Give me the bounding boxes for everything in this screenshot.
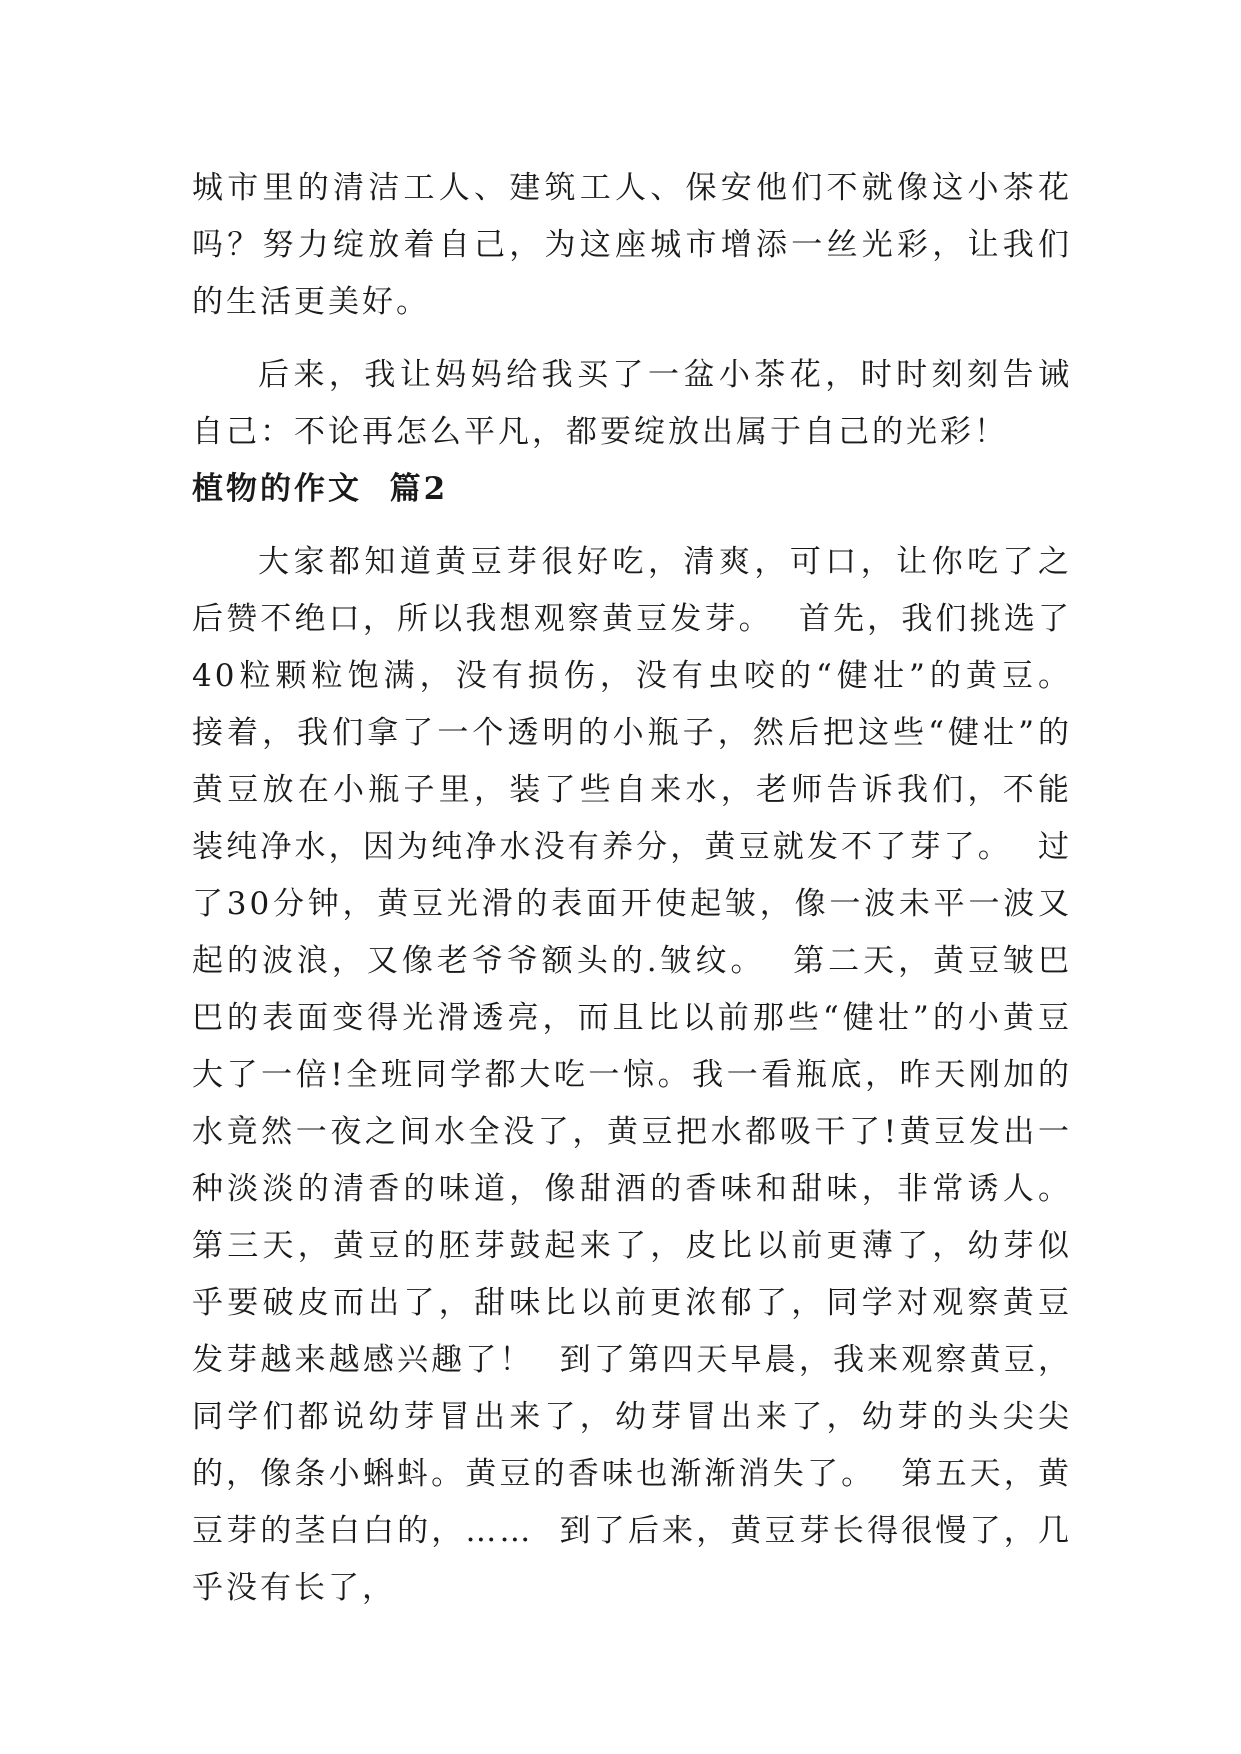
paragraph-workers: 城市里的清洁工人、建筑工人、保安他们不就像这小茶花吗？努力绽放着自己，为这座城市增添一丝光彩，让我们的生活更美好。 xyxy=(192,170,1072,320)
section-heading: 植物的作文 篇2 xyxy=(192,471,449,507)
paragraph-camellia: 后来，我让妈妈给我买了一盆小茶花，时时刻刻告诫自己：不论再怎么平凡，都要绽放出属于自己的光彩！ xyxy=(192,357,1072,450)
paragraph-soybean: 大家都知道黄豆芽很好吃，清爽，可口，让你吃了之后赞不绝口，所以我想观察黄豆发芽。 首先，我们挑选了40粒颗粒饱满，没有损伤，没有虫咬的“健壮”的黄豆。 接着，我们拿了一个透明的小瓶子，然后把这些“健壮”的黄豆放在小瓶子里，装了些自来水，老师告诉我们，不能装纯净水，因为纯净水没有养分，黄豆就发不了芽了。 过了30分钟，黄豆光滑的表面开使起皱，像一波未平一波又起的波浪，又像老爷爷额头的.皱纹。 第二天，黄豆皱巴巴的表面变得光滑透亮，而且比以前那些“健壮”的小黄豆大了一倍!全班同学都大吃一惊。我一看瓶底，昨天刚加的水竟然一夜之间水全没了，黄豆把水都吸干了!黄豆发出一种淡淡的清香的味道，像甜酒的香味和甜味，非常诱人。 第三天，黄豆的胚芽鼓起来了，皮比以前更薄了，幼芽似乎要破皮而出了，甜味比以前更浓郁了，同学对观察黄豆发芽越来越感兴趣了！ 到了第四天早晨，我来观察黄豆，同学们都说幼芽冒出来了，幼芽冒出来了，幼芽的头尖尖的，像条小蝌蚪。黄豆的香味也渐渐消失了。 第五天，黄豆芽的茎白白的，…… 到了后来，黄豆芽长得很慢了，几乎没有长了， xyxy=(192,544,1098,1606)
document-body xyxy=(192,160,1098,1617)
